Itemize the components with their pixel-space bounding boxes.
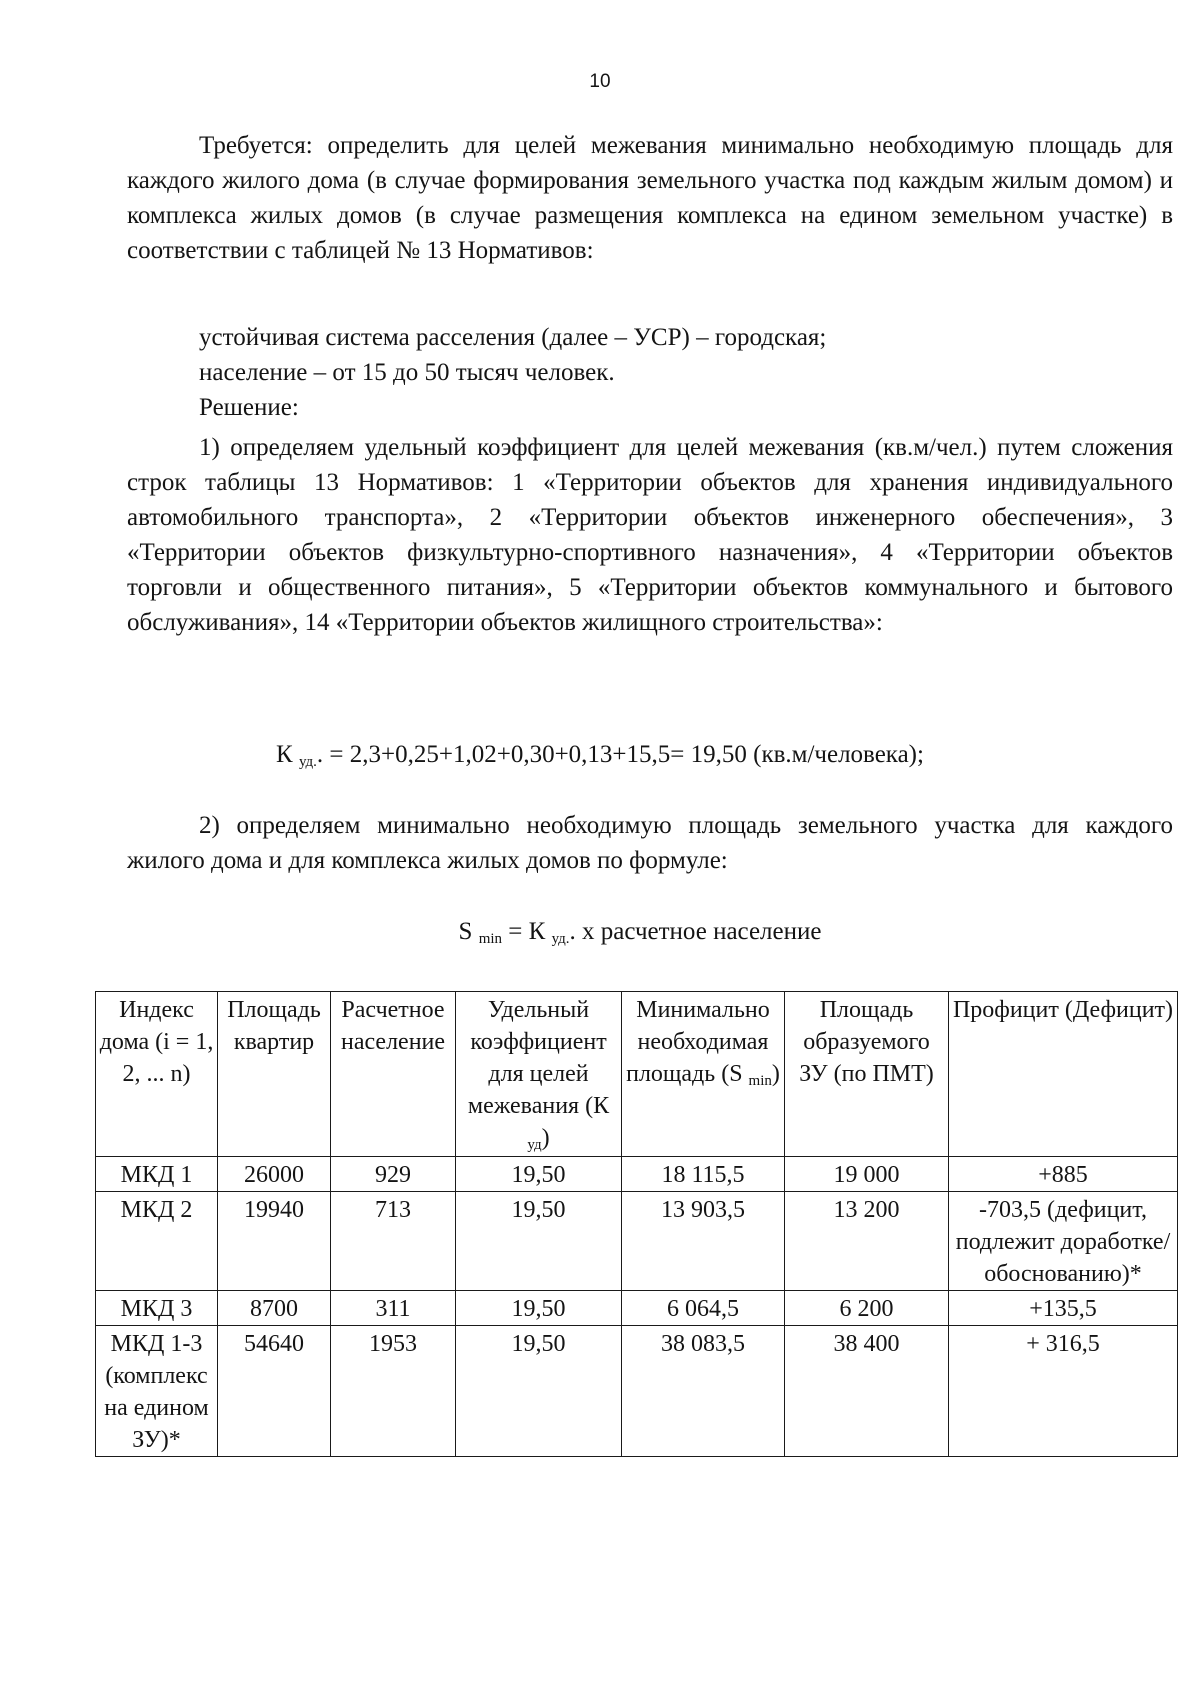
- formula-k-symbol: К: [276, 741, 293, 768]
- cell-plot-area: 6 200: [785, 1291, 949, 1326]
- cell-min-area: 6 064,5: [622, 1291, 785, 1326]
- cell-index: МКД 2: [96, 1192, 218, 1291]
- cell-balance: + 316,5: [949, 1326, 1178, 1457]
- header-min-area-subscript: min: [748, 1073, 772, 1089]
- cell-population: 929: [331, 1157, 456, 1192]
- cell-population: 1953: [331, 1326, 456, 1457]
- population-line: население – от 15 до 50 тысяч человек.: [199, 359, 615, 386]
- header-population: Расчетное население: [331, 992, 456, 1157]
- cell-coefficient: 19,50: [456, 1326, 622, 1457]
- cell-min-area: 38 083,5: [622, 1326, 785, 1457]
- formula-area-rest: . х расчетное население: [569, 918, 822, 945]
- cell-flats-area: 26000: [218, 1157, 331, 1192]
- table-header-row: [96, 992, 1178, 1157]
- formula-k-expression: . = 2,3+0,25+1,02+0,30+0,13+15,5= 19,50 (кв.м/человека);: [316, 741, 924, 768]
- formula-k-subscript: уд.: [298, 754, 317, 770]
- calculation-table: [95, 991, 1178, 1457]
- cell-index: МКД 1-3 (комплекс на едином ЗУ)*: [96, 1326, 218, 1457]
- coefficient-formula: [0, 737, 1200, 772]
- page-number: 10: [589, 71, 611, 92]
- header-flats-area: Площадь квартир: [218, 992, 331, 1157]
- cell-min-area: 18 115,5: [622, 1157, 785, 1192]
- header-coefficient-close: ): [541, 1125, 550, 1151]
- table-row: [96, 1157, 1178, 1192]
- intro-paragraph: Требуется: определить для целей межевания минимально необходимую площадь для каждого жилого дома (в случае формирования земельного участка под каждым жилым домом) и комплекса жилых домов (в случае размещения комплекса на едином земельном участке) в соответствии с таблицей № 13 Нормативов:: [127, 132, 1173, 264]
- cell-plot-area: 13 200: [785, 1192, 949, 1291]
- cell-plot-area: 19 000: [785, 1157, 949, 1192]
- cell-flats-area: 19940: [218, 1192, 331, 1291]
- cell-coefficient: 19,50: [456, 1291, 622, 1326]
- step2-paragraph: 2) определяем минимально необходимую площадь земельного участка для каждого жилого дома и для комплекса жилых домов по формуле:: [127, 812, 1173, 874]
- cell-plot-area: 38 400: [785, 1326, 949, 1457]
- header-index: Индекс дома (i = 1, 2, ... n): [96, 992, 218, 1157]
- header-coefficient-subscript: уд: [527, 1137, 542, 1153]
- header-min-area: [622, 992, 785, 1157]
- cell-index: МКД 1: [96, 1157, 218, 1192]
- cell-balance: +885: [949, 1157, 1178, 1192]
- solution-heading: Решение:: [199, 394, 299, 421]
- cell-index: МКД 3: [96, 1291, 218, 1326]
- formula-s-subscript: min: [478, 931, 503, 947]
- table-row: [96, 1291, 1178, 1326]
- header-balance: Профицит (Дефицит): [949, 992, 1178, 1157]
- cell-coefficient: 19,50: [456, 1192, 622, 1291]
- header-min-area-text: Минимально необходимая площадь (S: [626, 997, 770, 1087]
- cell-balance: -703,5 (дефицит, подлежит доработке/ обоснованию)*: [949, 1192, 1178, 1291]
- cell-balance: +135,5: [949, 1291, 1178, 1326]
- header-plot-area: Площадь образуемого ЗУ (по ПМТ): [785, 992, 949, 1157]
- header-coefficient-text: Удельный коэффициент для целей межевания (К: [467, 997, 610, 1119]
- formula-k2-subscript: уд.: [551, 931, 570, 947]
- step1-paragraph: 1) определяем удельный коэффициент для целей межевания (кв.м/чел.) путем сложения строк таблицы 13 Нормативов: 1 «Территории объектов для хранения индивидуального автомобильного транспорта», 2 «Территории объектов инженерного обеспечения», 3 «Территории объектов физкультурно-спортивного назначения», 4 «Территории объектов торговли и общественного питания», 5 «Территории объектов коммунального и бытового обслуживания», 14 «Территории объектов жилищного строительства»:: [127, 434, 1173, 636]
- cell-flats-area: 8700: [218, 1291, 331, 1326]
- formula-s-symbol: S: [458, 918, 473, 945]
- cell-min-area: 13 903,5: [622, 1192, 785, 1291]
- table-row: [96, 1192, 1178, 1291]
- cell-population: 311: [331, 1291, 456, 1326]
- cell-coefficient: 19,50: [456, 1157, 622, 1192]
- header-min-area-close: ): [771, 1061, 780, 1087]
- formula-equals-k: = К: [502, 918, 546, 945]
- area-formula: [40, 914, 1200, 949]
- table-row: [96, 1326, 1178, 1457]
- cell-population: 713: [331, 1192, 456, 1291]
- usr-line: устойчивая система расселения (далее – УСР) – городская;: [199, 324, 827, 351]
- cell-flats-area: 54640: [218, 1326, 331, 1457]
- header-coefficient: [456, 992, 622, 1157]
